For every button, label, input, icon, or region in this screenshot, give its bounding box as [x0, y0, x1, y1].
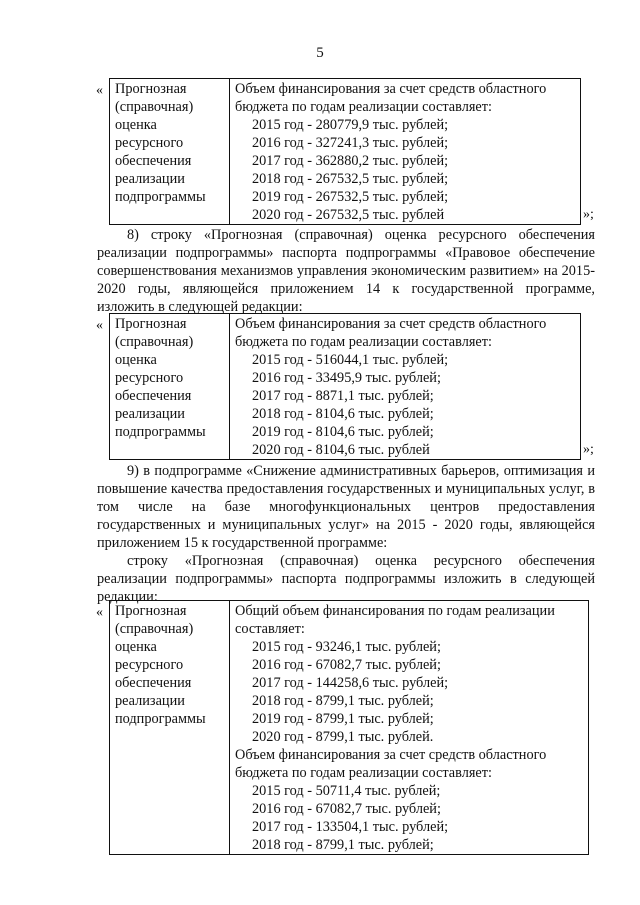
- funding-year-line: 2019 год - 8799,1 тыс. рублей;: [252, 711, 434, 727]
- funding-text-line: бюджета по годам реализации составляет:: [235, 765, 492, 781]
- table-content-cell: [230, 314, 581, 460]
- opening-quote-mark: «: [96, 83, 103, 98]
- table-label-cell: [110, 601, 230, 855]
- table-label-line: обеспечения: [115, 675, 192, 691]
- table-label-line: подпрограммы: [115, 424, 206, 440]
- funding-year-line: 2017 год - 144258,6 тыс. рублей;: [252, 675, 449, 691]
- funding-year-line: 2016 год - 67082,7 тыс. рублей;: [252, 801, 441, 817]
- table-label-line: реализации: [115, 171, 185, 187]
- funding-year-line: 2016 год - 33495,9 тыс. рублей;: [252, 370, 441, 386]
- funding-table-1: [109, 78, 581, 225]
- funding-table-3: [109, 600, 589, 855]
- funding-text-line: Объем финансирования за счет средств областного: [235, 747, 547, 763]
- funding-year-line: 2020 год - 267532,5 тыс. рублей: [252, 207, 445, 223]
- table-label-line: Прогнозная: [115, 603, 187, 619]
- funding-year-line: 2015 год - 280779,9 тыс. рублей;: [252, 117, 449, 133]
- table-label-line: оценка: [115, 639, 157, 655]
- funding-year-line: 2017 год - 8871,1 тыс. рублей;: [252, 388, 434, 404]
- table-label-cell: [110, 314, 230, 460]
- funding-year-line: 2017 год - 133504,1 тыс. рублей;: [252, 819, 449, 835]
- table-label-line: Прогнозная: [115, 316, 187, 332]
- funding-year-line: 2018 год - 8104,6 тыс. рублей;: [252, 406, 434, 422]
- funding-year-line: 2019 год - 8104,6 тыс. рублей;: [252, 424, 434, 440]
- funding-year-line: 2015 год - 93246,1 тыс. рублей;: [252, 639, 441, 655]
- table-content-cell: [230, 601, 589, 855]
- funding-year-line: 2018 год - 8799,1 тыс. рублей;: [252, 693, 434, 709]
- opening-quote-mark: «: [96, 605, 103, 620]
- funding-year-line: 2018 год - 267532,5 тыс. рублей;: [252, 171, 449, 187]
- paragraph-9: 9) в подпрограмме «Снижение административных барьеров, оптимизация и повышение качества предоставления государственных и муниципальных услуг, в том числе на базе многофункциональных центров предоставления государственных и муниципальных услуг» на 2015 - 2020 годы, являющейся приложением 15 к государственной программе:: [97, 463, 595, 551]
- funding-year-line: 2019 год - 267532,5 тыс. рублей;: [252, 189, 449, 205]
- funding-text-line: составляет:: [235, 621, 305, 637]
- table-label-line: подпрограммы: [115, 189, 206, 205]
- paragraph-9b: строку «Прогнозная (справочная) оценка ресурсного обеспечения реализации подпрограммы» паспорта подпрограммы изложить в следующей редакции:: [97, 553, 595, 605]
- table-label-cell: [110, 79, 230, 225]
- table-label-line: реализации: [115, 406, 185, 422]
- funding-text-line: Общий объем финансирования по годам реализации: [235, 603, 555, 619]
- opening-quote-mark: «: [96, 318, 103, 333]
- funding-text-line: Объем финансирования за счет средств областного: [235, 81, 547, 97]
- table-label-line: реализации: [115, 693, 185, 709]
- table-label-line: (справочная): [115, 621, 194, 637]
- table-label-line: оценка: [115, 352, 157, 368]
- table-label-line: Прогнозная: [115, 81, 187, 97]
- funding-year-line: 2020 год - 8799,1 тыс. рублей.: [252, 729, 434, 745]
- funding-text-line: Объем финансирования за счет средств областного: [235, 316, 547, 332]
- funding-year-line: 2018 год - 8799,1 тыс. рублей;: [252, 837, 434, 853]
- table-label-line: (справочная): [115, 99, 194, 115]
- page-number: 5: [316, 45, 324, 61]
- closing-quote-mark: »;: [583, 442, 594, 457]
- funding-table-2: [109, 313, 581, 460]
- table-label-line: ресурсного: [115, 657, 184, 673]
- funding-year-line: 2017 год - 362880,2 тыс. рублей;: [252, 153, 449, 169]
- table-label-line: (справочная): [115, 334, 194, 350]
- funding-year-line: 2020 год - 8104,6 тыс. рублей: [252, 442, 430, 458]
- paragraph-8: 8) строку «Прогнозная (справочная) оценка ресурсного обеспечения реализации подпрограммы» паспорта подпрограммы «Правовое обеспечение совершенствования механизмов управления экономическим развитием» на 2015-2020 годы, являющейся приложением 14 к государственной программе, изложить в следующей редакции:: [97, 227, 595, 315]
- funding-text-line: бюджета по годам реализации составляет:: [235, 99, 492, 115]
- funding-text-line: бюджета по годам реализации составляет:: [235, 334, 492, 350]
- table-label-line: подпрограммы: [115, 711, 206, 727]
- funding-year-line: 2015 год - 50711,4 тыс. рублей;: [252, 783, 441, 799]
- table-label-line: оценка: [115, 117, 157, 133]
- table-label-line: обеспечения: [115, 388, 192, 404]
- table-label-line: обеспечения: [115, 153, 192, 169]
- funding-year-line: 2016 год - 67082,7 тыс. рублей;: [252, 657, 441, 673]
- table-content-cell: [230, 79, 581, 225]
- closing-quote-mark: »;: [583, 207, 594, 222]
- funding-year-line: 2015 год - 516044,1 тыс. рублей;: [252, 352, 449, 368]
- table-label-line: ресурсного: [115, 370, 184, 386]
- table-label-line: ресурсного: [115, 135, 184, 151]
- funding-year-line: 2016 год - 327241,3 тыс. рублей;: [252, 135, 449, 151]
